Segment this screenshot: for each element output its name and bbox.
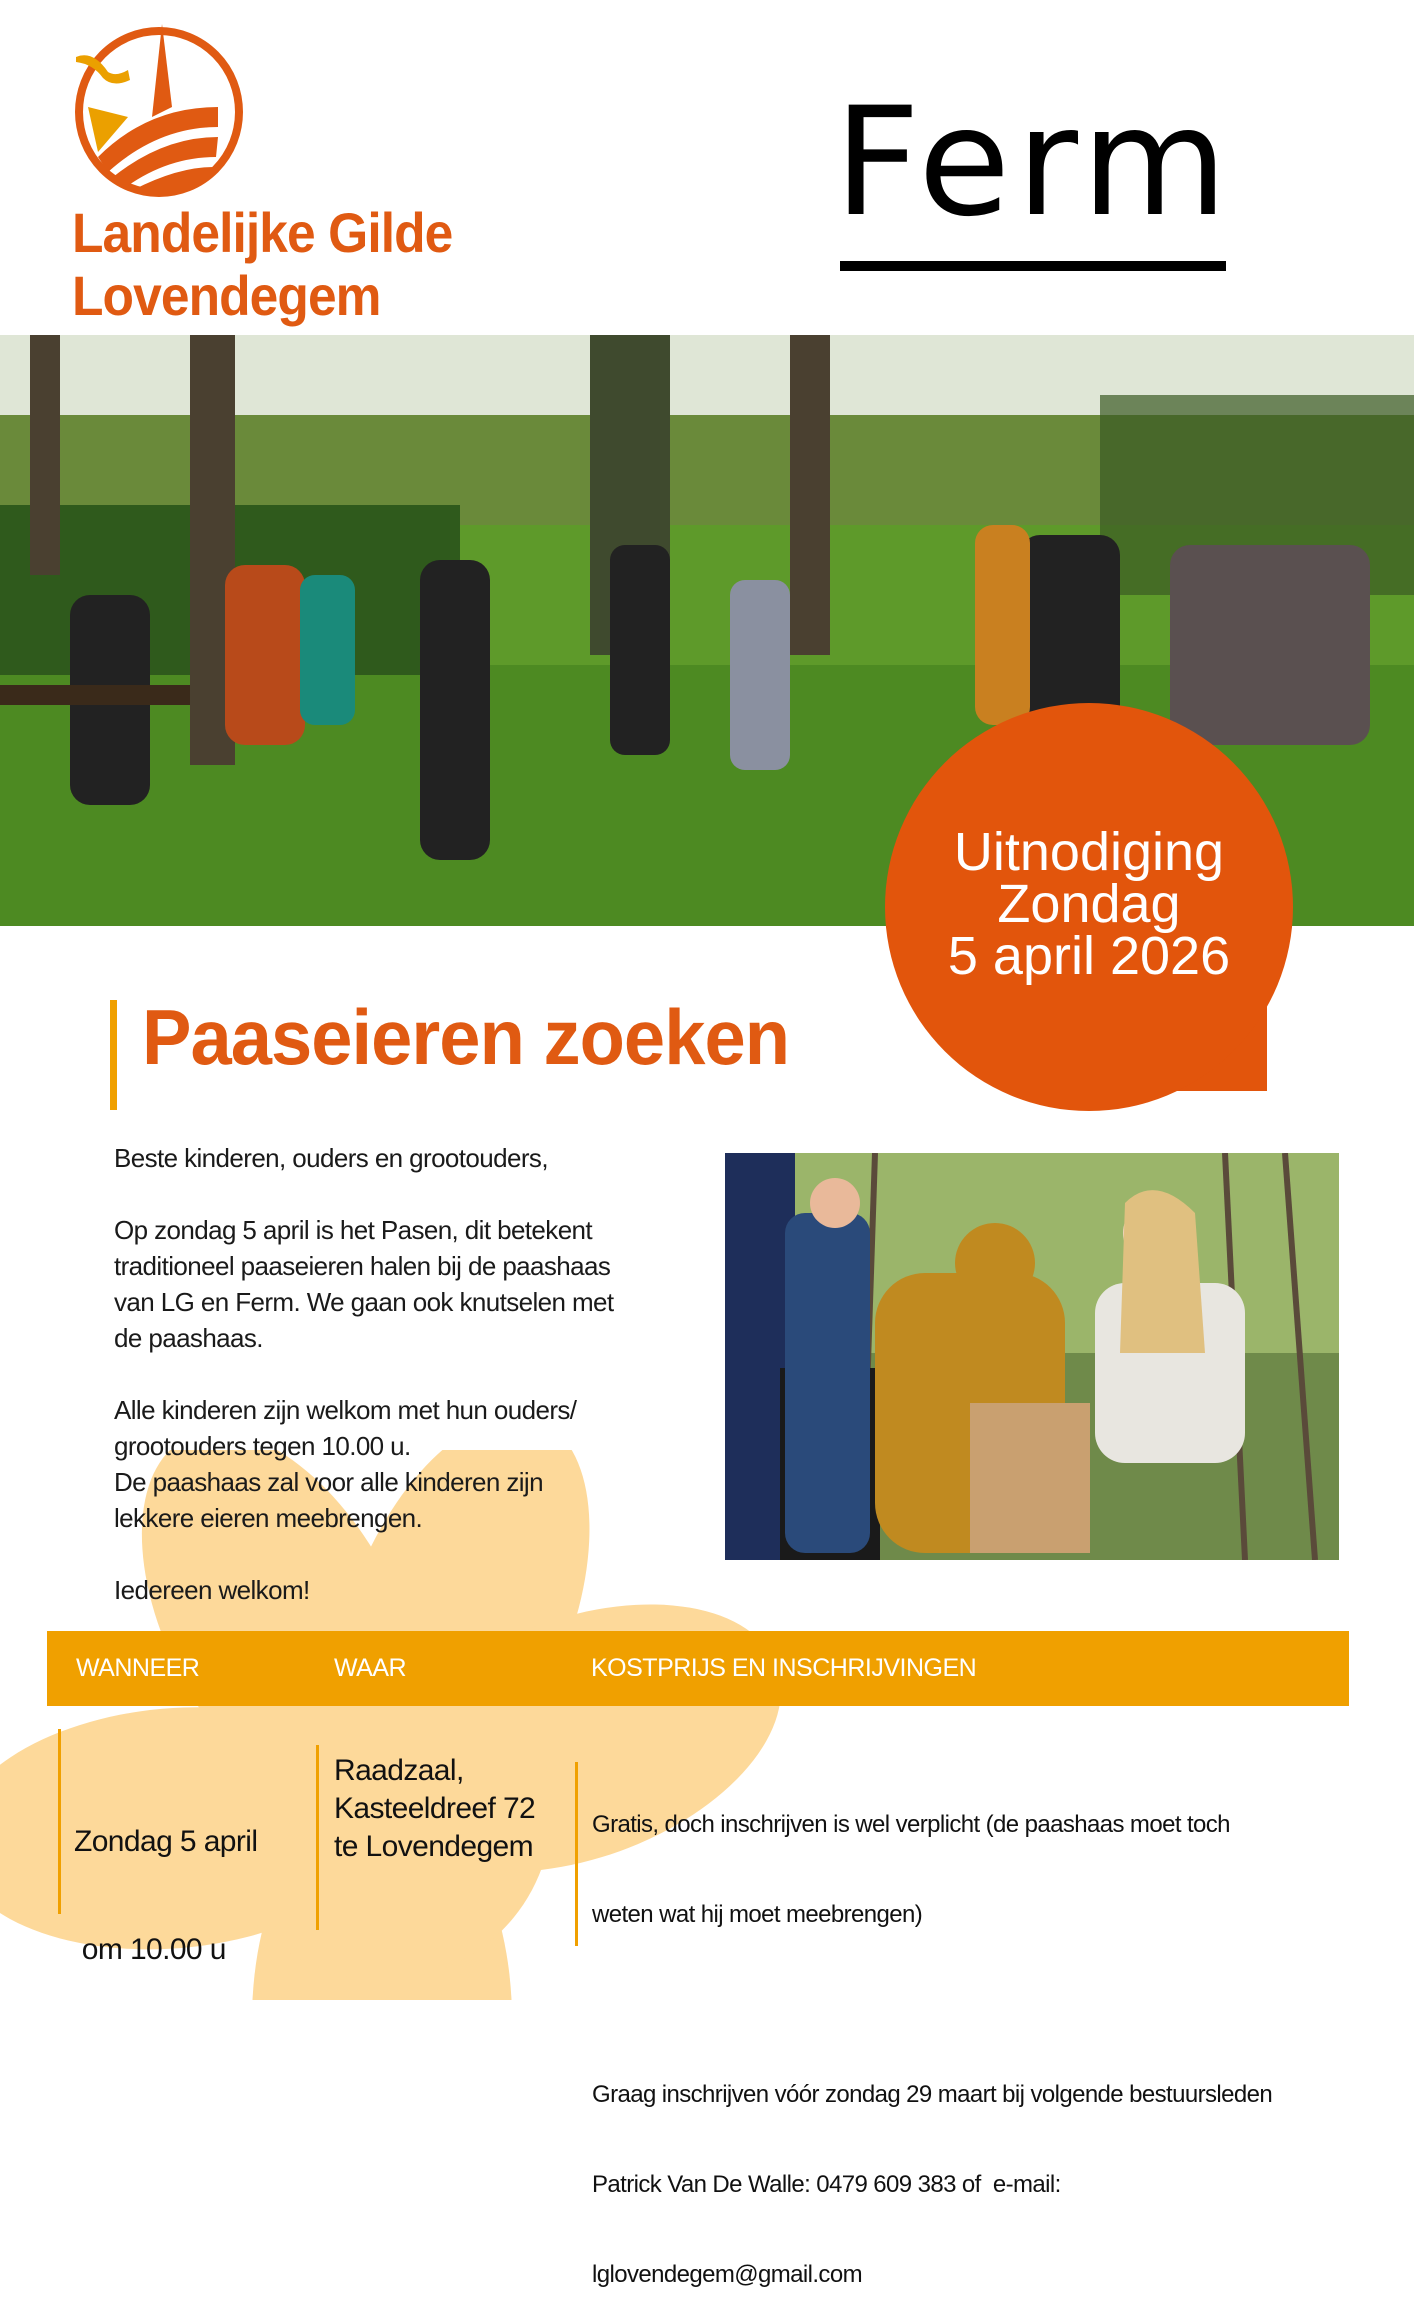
when-cell xyxy=(74,1752,257,2004)
landelijke-gilde-logo xyxy=(68,22,258,202)
paragraph2-line: grootouders tegen 10.00 u. xyxy=(114,1431,411,1461)
cost-line: Gratis, doch inschrijven is wel verplicht (de paashaas moet toch xyxy=(592,1811,1230,1838)
ferm-logo-underline xyxy=(840,261,1226,271)
cost-cell xyxy=(592,1750,1272,2320)
invitation-body xyxy=(114,1140,694,1608)
ferm-logo: Ferm xyxy=(834,76,1234,250)
contact-email: lglovendegem@gmail.com xyxy=(592,2261,862,2288)
paragraph1-line: traditioneel paaseieren halen bij de paashaas xyxy=(114,1251,611,1281)
paragraph1-line: Op zondag 5 april is het Pasen, dit betekent xyxy=(114,1215,593,1245)
where-cell xyxy=(334,1752,535,1866)
column-divider xyxy=(575,1762,578,1946)
where-line: Kasteeldreef 72 xyxy=(334,1792,536,1825)
column-divider xyxy=(316,1745,319,1930)
header-where: WAAR xyxy=(334,1654,407,1682)
where-line: Raadzaal, xyxy=(334,1754,464,1787)
org-name-line2: Lovendegem xyxy=(72,264,381,327)
paragraph2-line: Alle kinderen zijn welkom met hun ouders/ xyxy=(114,1395,577,1425)
badge-line2: Zondag xyxy=(997,874,1181,934)
page-title: Paaseieren zoeken xyxy=(142,993,790,1081)
paragraph1-line: van LG en Ferm. We gaan ook knutselen met xyxy=(114,1287,614,1317)
paragraph2-line: lekkere eieren meebrengen. xyxy=(114,1503,423,1533)
title-accent-bar xyxy=(110,1000,117,1110)
paragraph2-line: De paashaas zal voor alle kinderen zijn xyxy=(114,1467,543,1497)
when-line: om 10.00 u xyxy=(74,1933,226,1966)
invitation-badge-text xyxy=(885,822,1293,986)
header-cost: KOSTPRIJS EN INSCHRIJVINGEN xyxy=(591,1654,977,1682)
cost-line: weten wat hij moet meebrengen) xyxy=(592,1901,923,1928)
column-divider xyxy=(58,1729,61,1914)
badge-line1: Uitnodiging xyxy=(953,822,1225,882)
header-when: WANNEER xyxy=(76,1654,200,1682)
easter-bunny-photo xyxy=(725,1153,1339,1560)
when-line: Zondag 5 april xyxy=(74,1825,258,1858)
greeting: Beste kinderen, ouders en grootouders, xyxy=(114,1143,548,1173)
paragraph1-line: de paashaas. xyxy=(114,1323,263,1353)
cost-line: Graag inschrijven vóór zondag 29 maart bij volgende bestuursleden xyxy=(592,2081,1273,2108)
cost-line: Patrick Van De Walle: 0479 609 383 of e-mail: xyxy=(592,2171,1061,2198)
org-name-line1: Landelijke Gilde xyxy=(72,201,453,264)
closing: Iedereen welkom! xyxy=(114,1575,310,1605)
where-line: te Lovendegem xyxy=(334,1830,534,1863)
badge-line3: 5 april 2026 xyxy=(947,926,1231,986)
